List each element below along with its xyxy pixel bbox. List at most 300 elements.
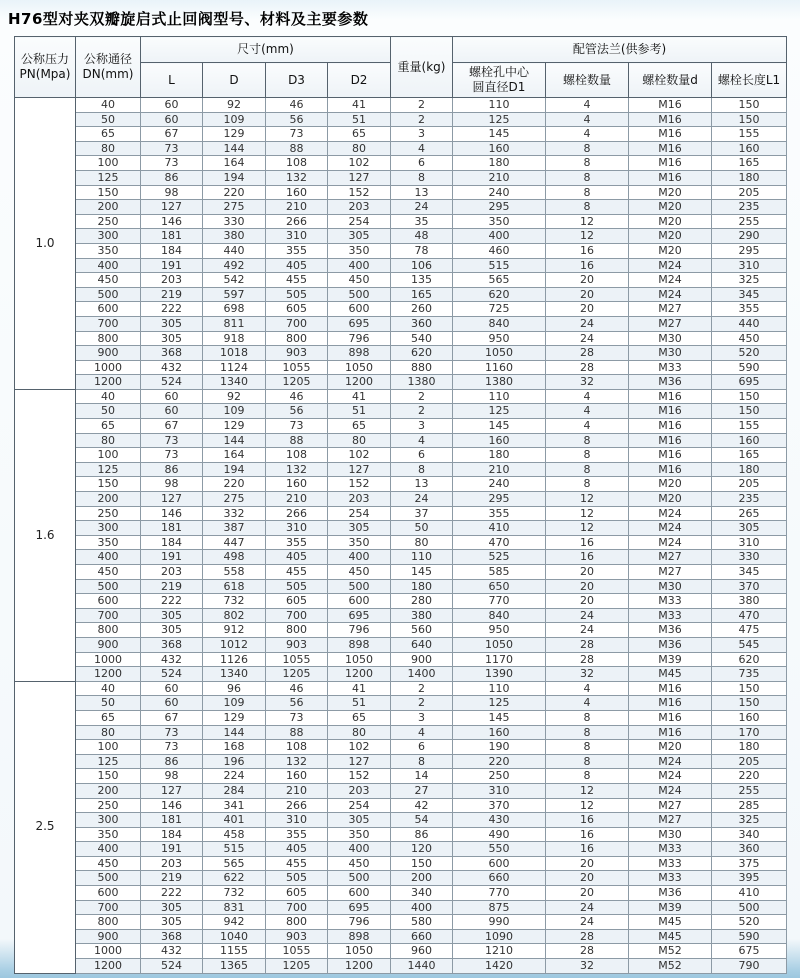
value-cell: 3 — [391, 127, 453, 142]
value-cell: 27 — [391, 783, 453, 798]
value-cell: 98 — [141, 185, 203, 200]
value-cell: 325 — [712, 813, 787, 828]
value-cell: 20 — [546, 302, 629, 317]
value-cell: M16 — [629, 433, 712, 448]
value-cell: 4 — [391, 433, 453, 448]
value-cell: M16 — [629, 112, 712, 127]
value-cell: M30 — [629, 331, 712, 346]
value-cell: 96 — [203, 681, 266, 696]
value-cell: 160 — [266, 769, 328, 784]
value-cell: 1210 — [453, 944, 546, 959]
value-cell: 203 — [328, 783, 391, 798]
table-row — [15, 302, 787, 317]
header-weight: 重量(kg) — [391, 37, 453, 98]
dn-cell: 1000 — [76, 652, 141, 667]
value-cell: 380 — [712, 594, 787, 609]
table-row — [15, 389, 787, 404]
value-cell: 1205 — [266, 959, 328, 974]
table-row — [15, 754, 787, 769]
value-cell: 145 — [391, 565, 453, 580]
value-cell: 180 — [391, 579, 453, 594]
table-row — [15, 214, 787, 229]
dn-cell: 150 — [76, 477, 141, 492]
table-header — [15, 37, 787, 98]
value-cell: 405 — [266, 258, 328, 273]
value-cell: 695 — [328, 316, 391, 331]
table-row — [15, 842, 787, 857]
header-col-D2: D2 — [328, 63, 391, 98]
value-cell: 290 — [712, 229, 787, 244]
table-row — [15, 725, 787, 740]
value-cell: M20 — [629, 214, 712, 229]
value-cell: 12 — [546, 229, 629, 244]
value-cell: 28 — [546, 929, 629, 944]
table-row — [15, 506, 787, 521]
table-row — [15, 565, 787, 580]
table-row — [15, 316, 787, 331]
value-cell: 164 — [203, 156, 266, 171]
value-cell: 450 — [328, 273, 391, 288]
value-cell: 65 — [328, 710, 391, 725]
value-cell: 1205 — [266, 667, 328, 682]
header-bolt-size: 螺栓数量d — [629, 63, 712, 98]
value-cell: 266 — [266, 506, 328, 521]
value-cell: 46 — [266, 681, 328, 696]
table-row — [15, 243, 787, 258]
dn-cell: 65 — [76, 710, 141, 725]
value-cell: 150 — [712, 98, 787, 113]
value-cell: 700 — [266, 900, 328, 915]
value-cell: 410 — [453, 521, 546, 536]
dn-cell: 250 — [76, 798, 141, 813]
value-cell: M20 — [629, 740, 712, 755]
value-cell: 160 — [266, 477, 328, 492]
table-row — [15, 886, 787, 901]
value-cell: 305 — [712, 521, 787, 536]
value-cell: 1124 — [203, 360, 266, 375]
value-cell: 73 — [141, 141, 203, 156]
value-cell: 360 — [712, 842, 787, 857]
value-cell: M16 — [629, 389, 712, 404]
dn-cell: 600 — [76, 886, 141, 901]
value-cell: 102 — [328, 448, 391, 463]
value-cell: 590 — [712, 929, 787, 944]
value-cell: 266 — [266, 214, 328, 229]
dn-cell: 500 — [76, 287, 141, 302]
value-cell: 500 — [712, 900, 787, 915]
value-cell: 525 — [453, 550, 546, 565]
value-cell: 127 — [328, 754, 391, 769]
value-cell: 28 — [546, 360, 629, 375]
value-cell: M36 — [629, 623, 712, 638]
table-row — [15, 813, 787, 828]
value-cell: 73 — [141, 740, 203, 755]
header-pressure: 公称压力 PN(Mpa) — [15, 37, 76, 98]
value-cell: 155 — [712, 127, 787, 142]
value-cell: 24 — [391, 200, 453, 215]
value-cell: 355 — [266, 827, 328, 842]
value-cell: 450 — [328, 565, 391, 580]
value-cell: 12 — [546, 492, 629, 507]
table-row — [15, 360, 787, 375]
value-cell: 1390 — [453, 667, 546, 682]
value-cell: 2 — [391, 696, 453, 711]
value-cell: M16 — [629, 127, 712, 142]
value-cell: 600 — [328, 886, 391, 901]
dn-cell: 40 — [76, 389, 141, 404]
value-cell: 447 — [203, 535, 266, 550]
value-cell: 127 — [141, 492, 203, 507]
value-cell: 732 — [203, 886, 266, 901]
value-cell: M27 — [629, 798, 712, 813]
value-cell: 515 — [453, 258, 546, 273]
value-cell: M16 — [629, 696, 712, 711]
value-cell: 1126 — [203, 652, 266, 667]
value-cell: 8 — [546, 462, 629, 477]
value-cell: 235 — [712, 492, 787, 507]
table-row — [15, 915, 787, 930]
value-cell: 460 — [453, 243, 546, 258]
value-cell: 12 — [546, 521, 629, 536]
value-cell: M24 — [629, 535, 712, 550]
dn-cell: 50 — [76, 404, 141, 419]
value-cell: 28 — [546, 637, 629, 652]
value-cell: 35 — [391, 214, 453, 229]
value-cell: 184 — [141, 535, 203, 550]
value-cell: 80 — [328, 141, 391, 156]
value-cell: 144 — [203, 433, 266, 448]
value-cell: 266 — [266, 798, 328, 813]
value-cell: 900 — [391, 652, 453, 667]
value-cell: M30 — [629, 579, 712, 594]
value-cell: 405 — [266, 550, 328, 565]
value-cell: 60 — [141, 112, 203, 127]
value-cell: 542 — [203, 273, 266, 288]
value-cell: 1055 — [266, 652, 328, 667]
value-cell: 46 — [266, 98, 328, 113]
value-cell: 32 — [546, 959, 629, 974]
value-cell: 220 — [203, 477, 266, 492]
value-cell: 60 — [141, 389, 203, 404]
value-cell: 1050 — [328, 944, 391, 959]
dn-cell: 1200 — [76, 959, 141, 974]
table-row — [15, 856, 787, 871]
value-cell: M16 — [629, 156, 712, 171]
value-cell: M16 — [629, 170, 712, 185]
value-cell: 12 — [546, 506, 629, 521]
value-cell: 1205 — [266, 375, 328, 390]
value-cell: 73 — [141, 448, 203, 463]
dn-cell: 450 — [76, 565, 141, 580]
value-cell: 20 — [546, 856, 629, 871]
spec-table — [14, 36, 787, 974]
value-cell: 310 — [712, 258, 787, 273]
value-cell: 8 — [546, 185, 629, 200]
value-cell: 194 — [203, 462, 266, 477]
value-cell: 203 — [141, 856, 203, 871]
value-cell: 194 — [203, 170, 266, 185]
value-cell: 165 — [391, 287, 453, 302]
value-cell: 450 — [328, 856, 391, 871]
value-cell: 475 — [712, 623, 787, 638]
header-dn: 公称通径 DN(mm) — [76, 37, 141, 98]
value-cell: 24 — [391, 492, 453, 507]
dn-cell: 125 — [76, 754, 141, 769]
value-cell: 580 — [391, 915, 453, 930]
value-cell: 370 — [712, 579, 787, 594]
value-cell: 4 — [546, 112, 629, 127]
value-cell: 160 — [712, 710, 787, 725]
value-cell: 106 — [391, 258, 453, 273]
value-cell: 184 — [141, 243, 203, 258]
table-row — [15, 871, 787, 886]
value-cell: 65 — [328, 127, 391, 142]
value-cell: 160 — [453, 141, 546, 156]
dn-cell: 400 — [76, 550, 141, 565]
value-cell: 144 — [203, 141, 266, 156]
value-cell: 255 — [712, 214, 787, 229]
value-cell: 205 — [712, 477, 787, 492]
value-cell: 60 — [141, 696, 203, 711]
value-cell: 219 — [141, 287, 203, 302]
value-cell: 60 — [141, 98, 203, 113]
value-cell: 285 — [712, 798, 787, 813]
value-cell: 305 — [141, 915, 203, 930]
value-cell: M45 — [629, 667, 712, 682]
value-cell: 1170 — [453, 652, 546, 667]
table-row — [15, 623, 787, 638]
value-cell: 32 — [546, 375, 629, 390]
value-cell: 16 — [546, 550, 629, 565]
value-cell: 620 — [453, 287, 546, 302]
value-cell: 330 — [203, 214, 266, 229]
value-cell: 620 — [391, 346, 453, 361]
dn-cell: 100 — [76, 448, 141, 463]
value-cell: 660 — [391, 929, 453, 944]
value-cell: 125 — [453, 112, 546, 127]
value-cell: 295 — [712, 243, 787, 258]
value-cell: 8 — [546, 725, 629, 740]
value-cell: M24 — [629, 273, 712, 288]
value-cell: 132 — [266, 754, 328, 769]
dn-cell: 1000 — [76, 944, 141, 959]
value-cell: 1440 — [391, 959, 453, 974]
value-cell: 102 — [328, 740, 391, 755]
value-cell: 46 — [266, 389, 328, 404]
value-cell: 600 — [453, 856, 546, 871]
value-cell: 146 — [141, 214, 203, 229]
value-cell: 410 — [712, 886, 787, 901]
dn-cell: 350 — [76, 827, 141, 842]
dn-cell: 500 — [76, 579, 141, 594]
value-cell: 16 — [546, 243, 629, 258]
dn-cell: 800 — [76, 915, 141, 930]
value-cell: 8 — [546, 754, 629, 769]
dn-cell: 700 — [76, 900, 141, 915]
table-row — [15, 944, 787, 959]
value-cell: M33 — [629, 871, 712, 886]
value-cell: M27 — [629, 813, 712, 828]
table-row — [15, 667, 787, 682]
value-cell: 450 — [712, 331, 787, 346]
value-cell: 500 — [328, 579, 391, 594]
value-cell: 660 — [453, 871, 546, 886]
table-row — [15, 462, 787, 477]
value-cell: 8 — [546, 740, 629, 755]
dn-cell: 300 — [76, 813, 141, 828]
value-cell: 24 — [546, 608, 629, 623]
value-cell: 20 — [546, 273, 629, 288]
value-cell: 205 — [712, 754, 787, 769]
value-cell: 132 — [266, 170, 328, 185]
dn-cell: 700 — [76, 316, 141, 331]
value-cell: 4 — [546, 389, 629, 404]
value-cell: 432 — [141, 360, 203, 375]
value-cell: M33 — [629, 842, 712, 857]
value-cell: 8 — [391, 754, 453, 769]
value-cell: 375 — [712, 856, 787, 871]
value-cell: M16 — [629, 681, 712, 696]
value-cell: 370 — [453, 798, 546, 813]
value-cell: 1155 — [203, 944, 266, 959]
value-cell: M27 — [629, 316, 712, 331]
table-row — [15, 900, 787, 915]
table-row — [15, 98, 787, 113]
value-cell: 622 — [203, 871, 266, 886]
value-cell: 180 — [712, 170, 787, 185]
table-row — [15, 433, 787, 448]
value-cell: 400 — [328, 842, 391, 857]
dn-cell: 50 — [76, 696, 141, 711]
value-cell: 127 — [141, 200, 203, 215]
value-cell: 129 — [203, 419, 266, 434]
value-cell: 880 — [391, 360, 453, 375]
value-cell: 796 — [328, 915, 391, 930]
value-cell: 802 — [203, 608, 266, 623]
value-cell: 6 — [391, 448, 453, 463]
value-cell: 48 — [391, 229, 453, 244]
value-cell: 12 — [546, 798, 629, 813]
value-cell: 295 — [453, 200, 546, 215]
value-cell: M16 — [629, 419, 712, 434]
value-cell: 155 — [712, 419, 787, 434]
value-cell: 145 — [453, 419, 546, 434]
value-cell: 618 — [203, 579, 266, 594]
value-cell: 590 — [712, 360, 787, 375]
value-cell: 191 — [141, 842, 203, 857]
value-cell: 310 — [266, 521, 328, 536]
value-cell: 1055 — [266, 944, 328, 959]
table-row — [15, 929, 787, 944]
value-cell: 912 — [203, 623, 266, 638]
table-row — [15, 141, 787, 156]
value-cell: 146 — [141, 506, 203, 521]
value-cell: 3 — [391, 710, 453, 725]
value-cell: 80 — [328, 433, 391, 448]
value-cell: 341 — [203, 798, 266, 813]
value-cell: M20 — [629, 229, 712, 244]
dn-cell: 150 — [76, 769, 141, 784]
value-cell: 165 — [712, 448, 787, 463]
value-cell: M33 — [629, 608, 712, 623]
value-cell: 700 — [266, 608, 328, 623]
value-cell: 181 — [141, 813, 203, 828]
value-cell: 405 — [266, 842, 328, 857]
value-cell: 200 — [391, 871, 453, 886]
value-cell: 4 — [546, 696, 629, 711]
value-cell: 220 — [203, 185, 266, 200]
value-cell: 8 — [546, 477, 629, 492]
value-cell: 160 — [266, 185, 328, 200]
value-cell: 150 — [712, 389, 787, 404]
value-cell: 129 — [203, 127, 266, 142]
value-cell: 4 — [391, 141, 453, 156]
value-cell: 196 — [203, 754, 266, 769]
dn-cell: 40 — [76, 681, 141, 696]
value-cell: 12 — [546, 214, 629, 229]
value-cell: 51 — [328, 404, 391, 419]
dn-cell: 100 — [76, 156, 141, 171]
value-cell: 695 — [712, 375, 787, 390]
value-cell: 355 — [712, 302, 787, 317]
value-cell: M20 — [629, 185, 712, 200]
value-cell: 160 — [453, 433, 546, 448]
value-cell: 254 — [328, 506, 391, 521]
value-cell: 1050 — [453, 637, 546, 652]
value-cell: 86 — [391, 827, 453, 842]
value-cell: 260 — [391, 302, 453, 317]
value-cell: 164 — [203, 448, 266, 463]
value-cell: 1200 — [328, 959, 391, 974]
value-cell: 387 — [203, 521, 266, 536]
value-cell: 51 — [328, 112, 391, 127]
value-cell: 355 — [266, 243, 328, 258]
value-cell: M52 — [629, 944, 712, 959]
value-cell: 305 — [328, 229, 391, 244]
value-cell: 73 — [266, 127, 328, 142]
value-cell: 203 — [328, 200, 391, 215]
value-cell: 1012 — [203, 637, 266, 652]
value-cell: 280 — [391, 594, 453, 609]
value-cell: 524 — [141, 375, 203, 390]
value-cell: 305 — [141, 608, 203, 623]
value-cell: 152 — [328, 477, 391, 492]
value-cell: 350 — [453, 214, 546, 229]
value-cell: 4 — [546, 419, 629, 434]
value-cell: 54 — [391, 813, 453, 828]
value-cell: 160 — [453, 725, 546, 740]
dn-cell: 900 — [76, 929, 141, 944]
value-cell: 150 — [391, 856, 453, 871]
dn-cell: 400 — [76, 258, 141, 273]
value-cell: M30 — [629, 346, 712, 361]
table-row — [15, 170, 787, 185]
value-cell: 180 — [453, 448, 546, 463]
spec-table-body — [15, 98, 787, 974]
value-cell: 56 — [266, 112, 328, 127]
value-cell: M24 — [629, 754, 712, 769]
value-cell: 520 — [712, 915, 787, 930]
value-cell: M24 — [629, 287, 712, 302]
table-row — [15, 783, 787, 798]
value-cell: 210 — [266, 492, 328, 507]
dn-cell: 125 — [76, 170, 141, 185]
value-cell: M24 — [629, 258, 712, 273]
value-cell: 135 — [391, 273, 453, 288]
value-cell: 28 — [546, 346, 629, 361]
value-cell: 80 — [391, 535, 453, 550]
value-cell: 127 — [328, 462, 391, 477]
